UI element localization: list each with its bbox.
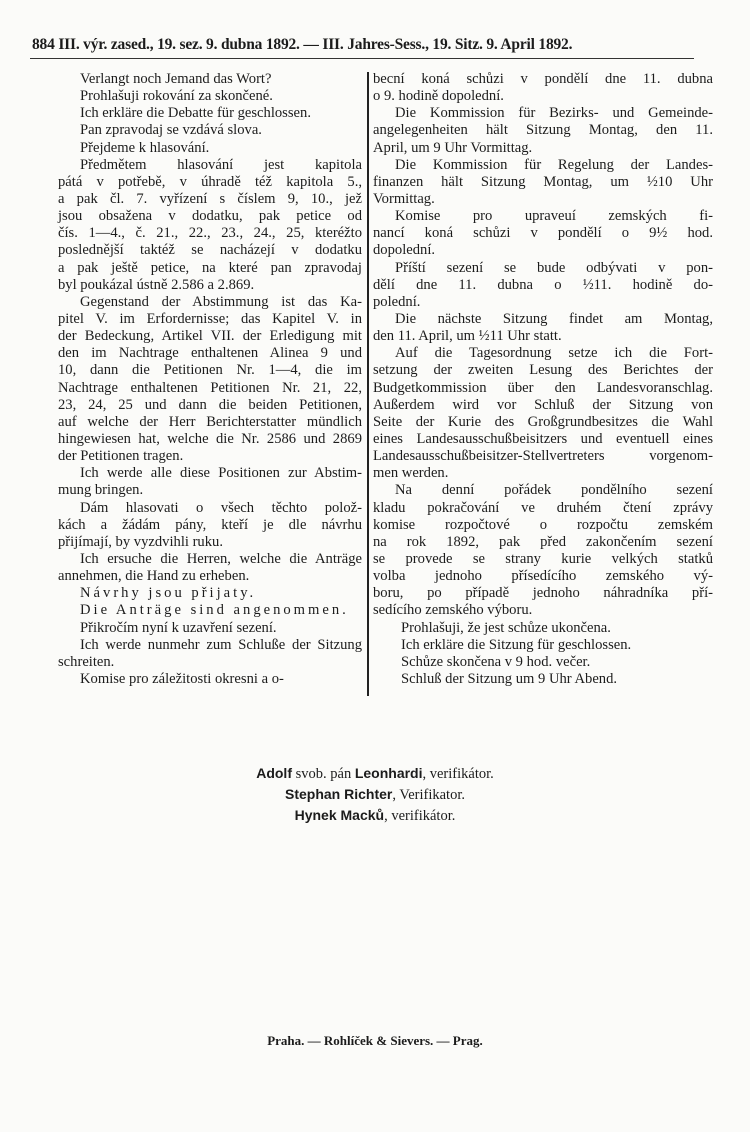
text-line: Gegenstand der Abstimmung ist das Ka- bbox=[80, 293, 362, 310]
signer-role: , verifikátor. bbox=[384, 808, 456, 824]
text-line: Verlangt noch Jemand das Wort? bbox=[80, 71, 272, 87]
text-line: Přejdeme k hlasování. bbox=[80, 139, 210, 156]
text-line: Návrhy jsou přijaty. bbox=[80, 585, 257, 602]
text-line: Seite der Kurie des Großgrundbesitzes die Wahl bbox=[373, 413, 713, 430]
text-line: setzung der zweiten Lesung des Berichtes der bbox=[373, 362, 713, 379]
text-line: komise rozpočtové o rozpočtu zemském bbox=[373, 516, 713, 533]
signature-line bbox=[0, 784, 750, 805]
text-line: Přikročím nyní k uzavření sezení. bbox=[80, 619, 277, 636]
text-line: Vormittag. bbox=[373, 190, 435, 207]
text-line: Příští sezení se bude odbývati v pon- bbox=[395, 259, 713, 276]
text-line: Komise pro záležitosti okresni a o- bbox=[80, 670, 284, 687]
signature-line bbox=[0, 805, 750, 826]
text-line: Budgetkommission über den Landesvoranschlag. bbox=[373, 379, 713, 396]
text-line: becní koná schůzi v pondělí dne 11. dubna bbox=[373, 71, 713, 87]
text-line: der Bedeckung, Artikel VII. der Erledigung mit bbox=[58, 328, 362, 345]
text-line: a pak ještě petice, na které pan zpravodaj bbox=[58, 259, 362, 276]
text-line: 23, 24, 25 und dann die beiden Petitionen, bbox=[58, 396, 362, 413]
right-column bbox=[373, 71, 713, 688]
text-line: den 11. April, um ½11 Uhr statt. bbox=[373, 328, 562, 345]
text-line: Ich werde alle diese Positionen zur Abstim- bbox=[80, 465, 362, 482]
header-rule bbox=[30, 58, 694, 59]
text-line: Ich ersuche die Herren, welche die Anträge bbox=[80, 550, 362, 567]
text-line: Na denní pořádek pondělního sezení bbox=[395, 482, 713, 499]
text-line: mung bringen. bbox=[58, 482, 144, 499]
text-line: přijímají, by vyzdvihli ruku. bbox=[58, 533, 223, 550]
text-line: poslednější taktéž se nacházejí v dodatku bbox=[58, 242, 362, 259]
text-line: jsou obsažena v dodatku, pak petice od bbox=[58, 208, 362, 225]
text-line: Außerdem wird vor Schluß der Sitzung von bbox=[373, 396, 713, 413]
text-line: Komise pro upraveuí zemských fi- bbox=[395, 208, 713, 225]
text-line: na rok 1892, pak před zakončením sezení bbox=[373, 533, 713, 550]
text-line: Nachtrage enthaltenen Petitionen Nr. 21, 22, bbox=[58, 379, 362, 396]
text-line: Ich erkläre die Debatte für geschlossen. bbox=[80, 105, 311, 122]
text-line: nancí koná schůzi v pondělí o 9½ hod. bbox=[373, 225, 713, 242]
text-line: Die Kommission für Regelung der Landes- bbox=[395, 156, 713, 173]
signer-name: Stephan Richter bbox=[285, 786, 393, 802]
text-line: finanzen hält Sitzung Montag, um ½10 Uhr bbox=[373, 173, 713, 190]
text-line: Ich erkläre die Sitzung für geschlossen. bbox=[401, 636, 632, 653]
text-line: Auf die Tagesordnung setze ich die Fort- bbox=[395, 345, 713, 362]
column-divider bbox=[367, 72, 369, 696]
text-line: hingewiesen hat, welche die Nr. 2586 und 2869 bbox=[58, 430, 362, 447]
text-line: auf welche der Herr Berichterstatter mündlich bbox=[58, 413, 362, 430]
page-header: 884 III. výr. zased., 19. sez. 9. dubna 1892. — III. Jahres-Sess., 19. Sitz. 9. April 1892. bbox=[32, 36, 573, 53]
signer-role: , Verifikator. bbox=[392, 787, 465, 803]
text-line: pitel V. im Erfordernisse; das Kapitel V. in bbox=[58, 310, 362, 327]
text-line: der Petitionen tragen. bbox=[58, 448, 184, 465]
signer-role: , verifikátor. bbox=[422, 766, 494, 782]
signature-line bbox=[0, 763, 750, 784]
text-line: eines Landesausschußbeisitzers und eventuell eines bbox=[373, 430, 713, 447]
signer-title: svob. pán bbox=[291, 766, 355, 782]
signatures bbox=[0, 763, 750, 826]
text-line: sedícího zemského výboru. bbox=[373, 602, 533, 619]
signer-name: Adolf bbox=[256, 765, 292, 781]
text-line: annehmen, die Hand zu erheben. bbox=[58, 568, 250, 585]
text-line: polední. bbox=[373, 293, 421, 310]
text-line: Schůze skončena v 9 hod. večer. bbox=[401, 653, 591, 670]
text-line: Die Kommission für Bezirks- und Gemeinde- bbox=[395, 105, 713, 122]
text-line: čís. 1—4., č. 21., 22., 23., 24., 25, kteréžto bbox=[58, 225, 362, 242]
signer-name: Hynek Macků bbox=[294, 807, 385, 823]
text-line: men werden. bbox=[373, 465, 449, 482]
left-column bbox=[58, 71, 362, 688]
text-line: angelegenheiten hält Sitzung Montag, den 11. bbox=[373, 122, 713, 139]
text-line: Ich werde nunmehr zum Schluße der Sitzung bbox=[80, 636, 362, 653]
text-line: April, um 9 Uhr Vormittag. bbox=[373, 139, 533, 156]
text-line: Pan zpravodaj se vzdává slova. bbox=[80, 122, 262, 139]
text-line: den im Nachtrage enthaltenen Alinea 9 und bbox=[58, 345, 362, 362]
text-line: kladu pokračování ve druhém čtení zprávy bbox=[373, 499, 713, 516]
text-line: o 9. hodině dopolední. bbox=[373, 88, 504, 105]
text-line: dopolední. bbox=[373, 242, 436, 259]
text-line: dělí dne 11. dubna o ½11. hodině do- bbox=[373, 276, 713, 293]
text-line: Předmětem hlasování jest kapitola bbox=[80, 156, 362, 173]
text-line: se provede se strany kurie velkých statků bbox=[373, 550, 713, 567]
text-line: pátá v potřebě, v úhradě též kapitola 5., bbox=[58, 173, 362, 190]
text-line: byl poukázal ústně 2.586 a 2.869. bbox=[58, 276, 255, 293]
text-line: kách a žádám pány, kteří je dle návrhu bbox=[58, 516, 362, 533]
printer-imprint: Praha. — Rohlíček & Sievers. — Prag. bbox=[267, 1033, 483, 1048]
text-line: Die nächste Sitzung findet am Montag, bbox=[395, 310, 713, 327]
text-line: Schluß der Sitzung um 9 Uhr Abend. bbox=[401, 670, 618, 687]
text-line: schreiten. bbox=[58, 653, 115, 670]
signer-surname: Leonhardi bbox=[354, 765, 423, 781]
text-line: Die Anträge sind angenommen. bbox=[80, 602, 349, 619]
text-line: Prohlašuji rokování za skončené. bbox=[80, 88, 273, 105]
text-line: 10, dann die Petitionen Nr. 1—4, die im bbox=[58, 362, 362, 379]
text-line: boru, po případě jednoho náhradníka pří- bbox=[373, 585, 713, 602]
text-line: Landesausschußbeisitzer-Stellvertreters vorgenom- bbox=[373, 448, 713, 465]
text-line: volba jednoho přísedícího zemského vý- bbox=[373, 568, 713, 585]
text-line: Dám hlasovati o všech těchto polož- bbox=[80, 499, 362, 516]
text-line: Prohlašuji, že jest schůze ukončena. bbox=[401, 619, 611, 636]
text-line: a pak čl. 7. vyřízení s číslem 9, 10., jež bbox=[58, 190, 362, 207]
